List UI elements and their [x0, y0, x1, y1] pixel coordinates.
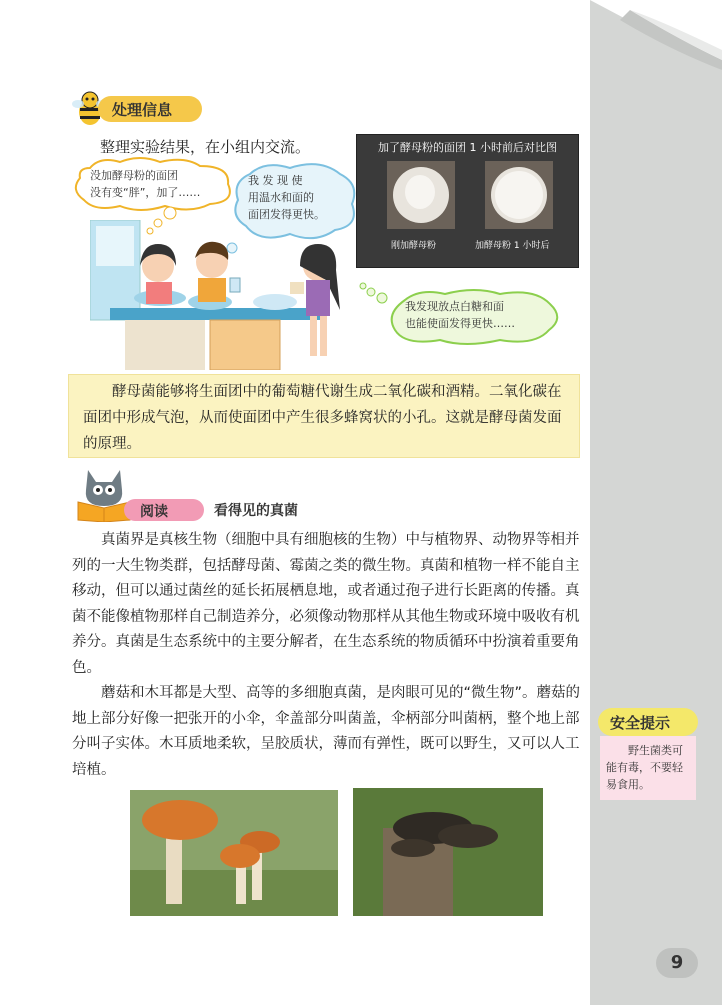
bubble-line: 我发现放点白糖和面 [405, 300, 504, 313]
mushroom-photo [130, 790, 338, 916]
sidebar-strip [590, 0, 722, 1005]
bubble-line: 我 发 现 使 [248, 174, 303, 187]
kids-kitchen-illustration [90, 220, 350, 370]
reading-paragraph: 真菌界是真核生物（细胞中具有细胞核的生物）中与植物界、动物界等相并列的一大生物类群，包括酵母菌、霉菌之类的微生物。真菌和植物一样不能自主移动，但可以通过菌丝的延长拓展栖息地，或者通过孢子进行长距离的传播。真菌不能像植物那样自己制造养分，必须像动物那样从其他生物或环境中吸收有机养分。真菌是生态系统中的主要分解者，在生态系统的物质循环中扮演着重要角色。 [72, 532, 580, 676]
dough-photo-before [387, 161, 455, 229]
photo-caption-before: 刚加酵母粉 [391, 241, 437, 251]
thought-bubble-right-text [405, 298, 515, 332]
bubble-line: 用温水和面的 [248, 191, 314, 204]
photo-caption-after: 加酵母粉 1 小时后 [475, 241, 550, 251]
reading-label: 阅读 [140, 504, 168, 520]
bubble-line: 面团发得更快。 [248, 208, 325, 221]
photo-panel-title: 加了酵母粉的面团 1 小时前后对比图 [378, 141, 557, 154]
dough-comparison-panel [356, 134, 579, 268]
section-title: 处理信息 [112, 101, 173, 119]
thought-dots [358, 282, 388, 306]
safety-text: 野生菌类可能有毒，不要轻易食用。 [606, 744, 683, 791]
info-box [68, 374, 580, 458]
reading-body [72, 528, 582, 783]
thought-bubble-middle-text [248, 172, 325, 223]
reading-title: 看得见的真菌 [214, 503, 298, 519]
dough-photo-after [485, 161, 553, 229]
intro-text: 整理实验结果，在小组内交流。 [100, 138, 311, 156]
reading-header [74, 466, 204, 522]
page-number: 9 [656, 948, 698, 978]
safety-title: 安全提示 [610, 714, 671, 732]
safety-box [600, 736, 696, 800]
bubble-line: 也能使面发得更快…… [405, 317, 515, 330]
wood-ear-photo [353, 788, 543, 916]
page-curl-decoration [590, 0, 722, 70]
info-box-text: 酵母菌能够将生面团中的葡萄糖代谢生成二氧化碳和酒精。二氧化碳在面团中形成气泡，从而使面团中产生很多蜂窝状的小孔。这就是酵母菌发面的原理。 [83, 384, 562, 452]
bubble-line: 没有变“胖”，加了…… [90, 186, 201, 199]
reading-paragraph: 蘑菇和木耳都是大型、高等的多细胞真菌，是肉眼可见的“微生物”。蘑菇的地上部分好像一把张开的小伞，伞盖部分叫菌盖，伞柄部分叫菌柄，整个地上部分叫子实体。木耳质地柔软，呈胶质状，薄而有弹性，既可以野生，又可以人工培植。 [72, 685, 581, 778]
bubble-line: 没加酵母粉的面团 [90, 169, 178, 182]
thought-bubble-left-text [90, 167, 200, 201]
section-header [72, 88, 212, 128]
